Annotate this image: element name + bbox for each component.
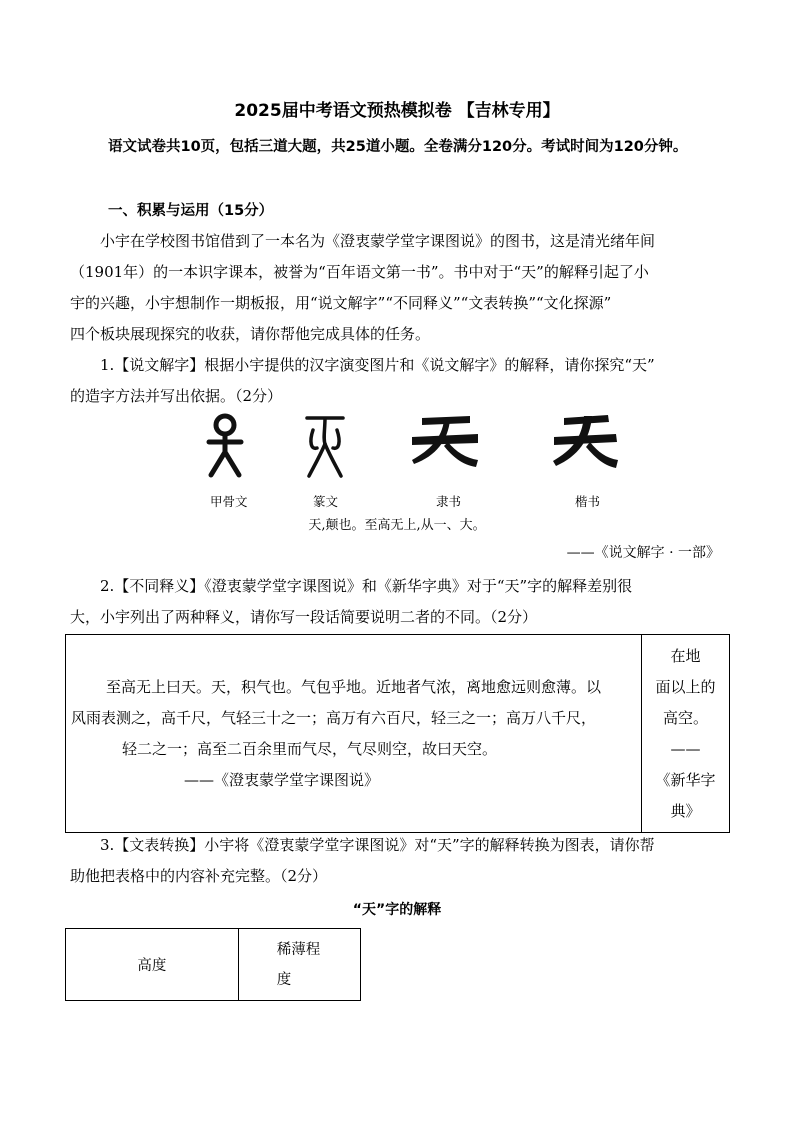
- intro-line: 四个板块展现探究的收获，请你帮他完成具体的任务。: [70, 325, 431, 343]
- question-3: [70, 830, 724, 892]
- xinhua-line: 面以上的: [655, 677, 716, 696]
- thinness-header-cell: [238, 929, 360, 1001]
- intro-line: 宇的兴趣，小宇想制作一期板报，用“说文解字”“不同释义”“文表转换”“文化探源”: [70, 294, 612, 312]
- definition-source: ——《澄衷蒙学堂字课图说》: [184, 770, 380, 789]
- intro-line: （1901年）的一本识字课本，被誉为“百年语文第一书”。书中对于“天”的解释引起了小: [70, 263, 649, 281]
- height-header-cell: 高度: [66, 929, 239, 1001]
- question-2: [70, 571, 724, 633]
- xinhua-line: ——: [670, 739, 701, 758]
- seal-script-tian-glyph: [303, 410, 347, 480]
- oracle-bone-tian-glyph: [205, 410, 245, 480]
- q3-line: 3.【文表转换】小宇将《澄衷蒙学堂字课图说》对“天”字的解释转换为图表，请你帮: [100, 836, 655, 854]
- section-heading: 一、积累与运用（15分）: [108, 203, 274, 219]
- definition-comparison-table: [65, 634, 730, 833]
- xinhua-line: 《新华字: [655, 770, 716, 789]
- thinness-line: 度: [276, 971, 292, 988]
- label-regular-script: 楷书: [575, 494, 601, 509]
- character-evolution-figure: [0, 410, 794, 480]
- definition-line: 风雨表测之，高千尺，气轻三十之一；高万有六百尺，轻三之一；高万八千尺，: [71, 708, 597, 727]
- xinhua-definition-cell: [642, 635, 730, 833]
- question-1: [70, 350, 724, 412]
- label-oracle-bone: 甲骨文: [210, 494, 248, 509]
- shuowen-quote: 天,颠也。至高无上,从一、大。: [308, 518, 486, 533]
- q3-line: 助他把表格中的内容补充完整。（2分）: [70, 867, 328, 885]
- regular-script-tian-glyph: [550, 410, 620, 470]
- shuowen-source: ——《说文解字 · 一部》: [566, 545, 720, 561]
- thinness-line: 稀薄程: [276, 941, 321, 958]
- tian-explanation-table: [65, 928, 361, 1001]
- q1-line: 1.【说文解字】根据小宇提供的汉字演变图片和《说文解字》的解释，请你探究“天”: [100, 356, 655, 374]
- q1-line: 的造字方法并写出依据。（2分）: [70, 387, 283, 405]
- table-title: “天”字的解释: [352, 902, 442, 918]
- label-seal-script: 篆文: [313, 494, 339, 509]
- exam-info: 语文试卷共10页，包括三道大题，共25道小题。全卷满分120分。考试时间为120分钟。: [108, 139, 688, 155]
- definition-line: 轻二之一；高至二百余里而气尽，气尽则空，故曰天空。: [122, 739, 498, 758]
- exam-title: 2025届中考语文预热模拟卷 【吉林专用】: [234, 101, 560, 121]
- xinhua-line: 典》: [670, 801, 701, 820]
- intro-paragraph: [70, 226, 724, 350]
- xinhua-line: 高空。: [663, 708, 709, 727]
- xinhua-line: 在地: [670, 646, 701, 665]
- q2-line: 2.【不同释义】《澄衷蒙学堂字课图说》和《新华字典》对于“天”字的解释差别很: [100, 577, 633, 595]
- label-clerical-script: 隶书: [436, 494, 462, 509]
- clerical-script-tian-glyph: [410, 410, 480, 470]
- q2-line: 大，小宇列出了两种释义，请你写一段话简要说明二者的不同。（2分）: [70, 608, 538, 626]
- definition-line: 至高无上曰天。天，积气也。气包乎地。近地者气浓，离地愈远则愈薄。以: [106, 677, 602, 696]
- chengzhong-definition-cell: [66, 635, 642, 833]
- intro-line: 小宇在学校图书馆借到了一本名为《澄衷蒙学堂字课图说》的图书，这是清光绪年间: [100, 232, 656, 250]
